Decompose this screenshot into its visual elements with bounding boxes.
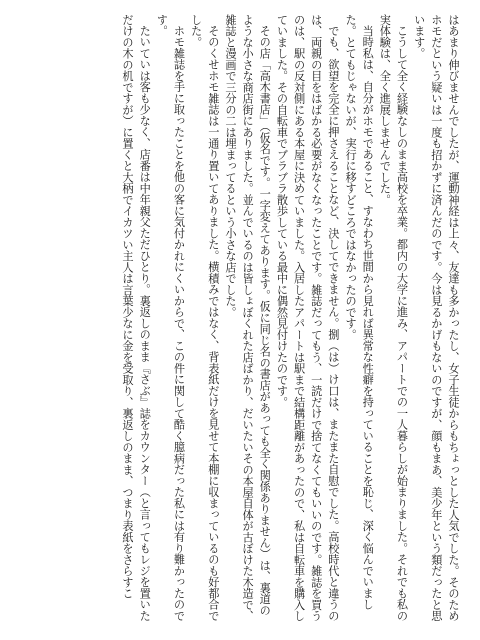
paragraph-8: たいていは客も少なく、店番は中年親父ただひとり。裏返しのまま『さぶ』誌をカウンター（と言ってもレジを置いただけの木の机ですが）に置くと大柄でイカツい主人は言葉少なに金を受取り、裏返しのまま、つまり表紙をさらすこ [121,14,152,622]
vertical-text-body [119,14,462,626]
paragraph-6: そのくせホモ雑誌は一通り置いてありました。横積みではなく、背表紙だけを見せて本棚に収まっているのも好都合でした。 [189,14,220,622]
paragraph-2: こうして全く経験なしのまま高校を卒業。都内の大学に進み、アパートでの一人暮らしが始まりました。それでも私の実体験は、全く進展しませんでした。 [378,14,409,622]
paragraph-7: ホモ雑誌を手に取ったことを他の客に気付かれにくいからで、この件に関して酷く臆病だった私には有り難かったのです。 [155,14,186,622]
paragraph-4: でも、欲望を完全に押さえることなど、決してできません。捌（は）け口は、またまた自慰でした。高校時代と違うのは、両親の目をはばかる必要がなくなったことです。雑誌だってもう、一読だけで捨てなくてもいいのです。雑誌を買うのは、駅の反対側にある本屋に決めていました。入居したアパートは駅まで結構距離があったので、私は自転車を購入していました。その自転車でブラブラ散歩している最中に偶然見付けたのです。 [275,14,340,622]
paragraph-3: 当時私は、自分がホモであること、すなわち世間から見れば異常な性癖を持っていることを恥じ、深く悩んでいました。とてもじゃないが、実行に移すどころではなかったのです。 [344,14,375,611]
paragraph-5: その店「高木書店」（仮名です。一字変えてあります。仮に同じ名の書店があっても全く関係ありません）は、裏道のような小さな商店街にありました。並んでいるのは皆しょぼくれた店ばかり、だいたいその本屋自体が古ぼけた木造で、雑誌と漫画で三分の二は埋まってるという小さな店でした。 [223,14,272,622]
paragraph-1: はあまり伸びませんでしたが、運動神経は上々、友達も多かったし、女子生徒からもちょっとした人気でした。そのためホモだという疑いは一度も招かずに済んだのです。今は見るかげもないのですが、顔もまあ、美少年という類だったと思います。 [412,14,460,622]
